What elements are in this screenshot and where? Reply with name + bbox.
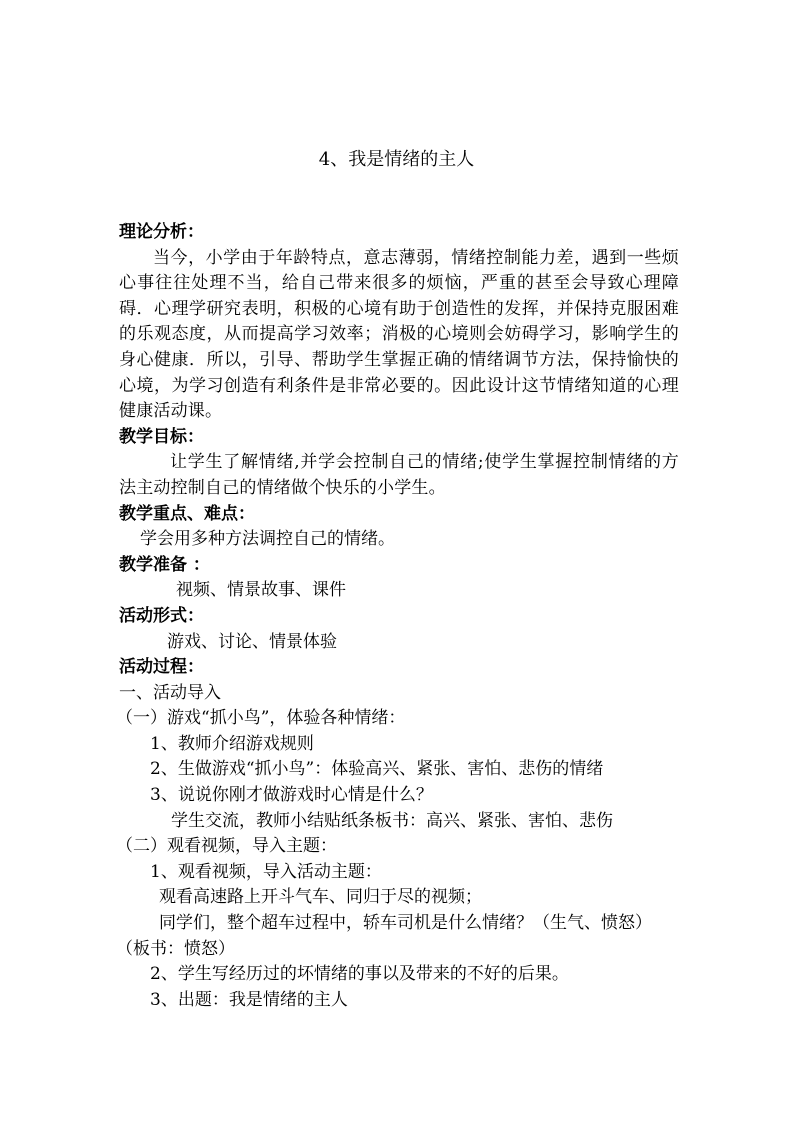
process-line: 3、出题：我是情绪的主人 [150,989,348,1010]
goals-paragraph: 让学生了解情绪,并学会控制自己的情绪;使学生掌握控制情绪的方法主动控制自己的情绪做个快乐的小学生。 [119,452,679,498]
process-line: 同学们，整个超车过程中，轿车司机是什么情绪？（生气、愤怒） [159,913,652,934]
analysis-heading: 理论分析： [119,222,204,242]
analysis-paragraph: 当今，小学由于年龄特点，意志薄弱，情绪控制能力差，遇到一些烦心事往往处理不当，给自己带来很多的烦恼，严重的甚至会导致心理障碍．心理学研究表明，积极的心境有助于创造性的发挥，并保持克服困难的乐观态度，从而提高学习效率；消极的心境则会妨碍学习，影响学生的身心健康．所以，引导、帮助学生掌握正确的情绪调节方法，保持愉快的心境，为学习创造有利条件是非常必要的。因此设计这节情绪知道的心理健康活动课。 [119,247,679,422]
process-line: 1、教师介绍游戏规则 [150,733,314,754]
format-text: 游戏、讨论、情景体验 [167,631,337,652]
process-heading: 活动过程： [119,657,204,678]
preparation-text: 视频、情景故事、课件 [176,580,346,601]
process-line: 2、学生写经历过的坏情绪的事以及带来的不好的后果。 [150,964,569,985]
process-line: （二）观看视频，导入主题： [116,836,337,857]
process-line: 一、活动导入 [119,682,221,703]
process-line: （板书：愤怒） [116,938,235,959]
process-line: 观看高速路上开斗气车、同归于尽的视频； [159,887,482,908]
key-points-heading: 教学重点、难点： [119,503,255,524]
process-line: 1、观看视频，导入活动主题： [150,861,382,882]
document-body [116,220,679,1013]
process-line: 学生交流，教师小结贴纸条板书：高兴、紧张、害怕、悲伤 [171,810,613,831]
format-heading: 活动形式： [119,605,204,626]
goals-heading: 教学目标： [119,426,204,447]
key-points-text: 学会用多种方法调控自己的情绪。 [140,529,395,550]
process-line: （一）游戏“抓小鸟”，体验各种情绪： [116,708,406,729]
preparation-heading: 教学准备 ： [119,554,210,575]
process-line: 3、说说你刚才做游戏时心情是什么？ [150,785,433,806]
document-title: 4、我是情绪的主人 [318,149,475,170]
process-line: 2、生做游戏“抓小鸟”：体验高兴、紧张、害怕、悲伤的情绪 [150,759,604,780]
